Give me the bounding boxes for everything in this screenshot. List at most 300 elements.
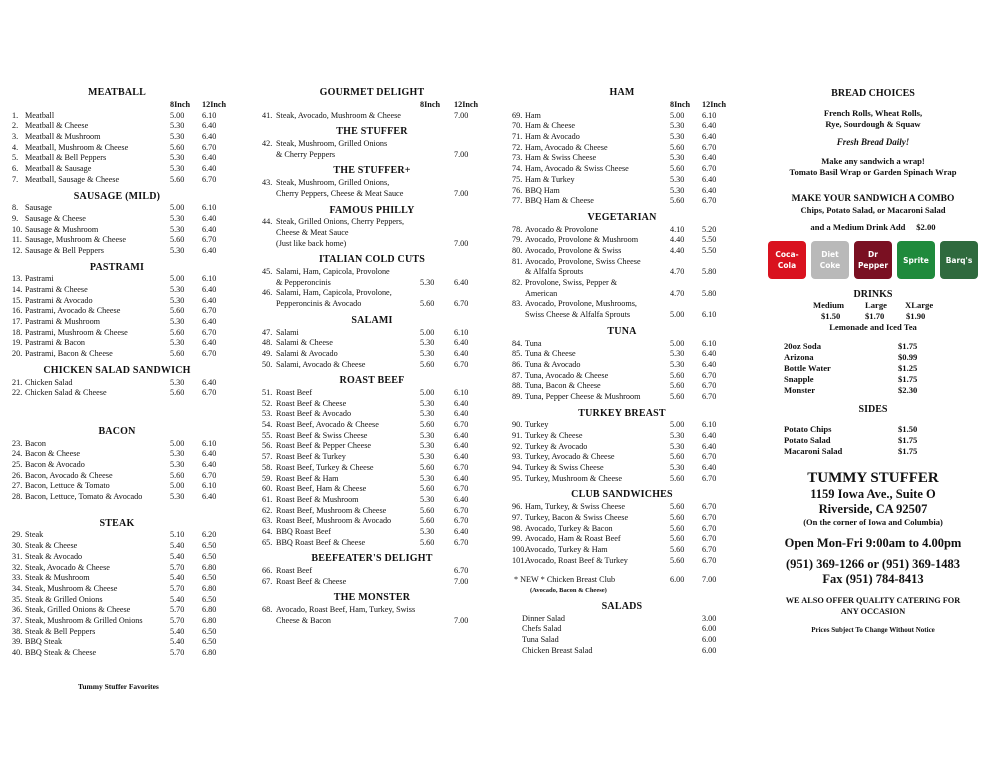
item-number: 40. (12, 648, 23, 658)
menu-item (12, 530, 222, 541)
menu-item (262, 338, 482, 349)
salad-name: Dinner Salad (522, 613, 565, 623)
price-8inch: 5.40 (170, 573, 185, 583)
price-12inch: 6.50 (202, 626, 217, 636)
drink-row-label: Snapple (784, 374, 814, 384)
item-number: 76. (512, 185, 523, 195)
price-12inch: 6.70 (702, 164, 717, 174)
item-number: 78. (512, 224, 523, 234)
item-name: Salami, Ham, Capicola, Provolone & Pepperoncinis (276, 267, 390, 287)
price-12inch: 6.40 (202, 132, 217, 142)
item-name: Avocado, Roast Beef & Turkey (525, 555, 628, 565)
price-8inch: 5.60 (170, 174, 185, 184)
salad-name: Chefs Salad (522, 624, 562, 634)
section-title: ROAST BEEF (339, 375, 405, 387)
item-name: Sausage (25, 203, 52, 213)
price-12inch: 6.10 (702, 420, 717, 430)
menu-item (262, 217, 482, 249)
item-name: Salami & Avocado (276, 348, 338, 358)
item-name: Turkey (525, 420, 549, 430)
price-8inch: 5.30 (420, 526, 435, 536)
price-12inch: 6.10 (202, 438, 217, 448)
price-12inch: 6.40 (202, 449, 217, 459)
price-12inch: 6.70 (702, 452, 717, 462)
item-number: 17. (12, 317, 23, 327)
salad-name: Tuna Salad (522, 635, 559, 645)
side-row (768, 424, 978, 435)
price-8inch: 5.60 (670, 523, 685, 533)
item-name: Roast Beef & Cheese (276, 576, 347, 586)
item-number: 59. (262, 473, 273, 483)
item-name: Meatball, Sausage & Cheese (25, 174, 120, 184)
price-8inch: 5.60 (670, 534, 685, 544)
item-name: Avocado, Provolone & Mushroom (525, 235, 639, 245)
price-12inch: 6.40 (202, 153, 217, 163)
menu-item (512, 502, 732, 513)
price-8inch: 5.60 (670, 512, 685, 522)
menu-item (262, 516, 482, 527)
price-8inch: 5.30 (170, 224, 185, 234)
item-number: 23. (12, 438, 23, 448)
price-12inch: 6.70 (454, 505, 469, 515)
price-8inch: 5.60 (420, 462, 435, 472)
price-12inch: 6.70 (454, 420, 469, 430)
price-8inch: 5.00 (670, 110, 685, 120)
item-name: Bacon, Lettuce, Tomato & Avocado (25, 492, 143, 502)
drink-row-price: $1.25 (898, 363, 918, 373)
menu-item (512, 339, 732, 350)
price-8inch: 5.60 (420, 505, 435, 515)
price-12inch: 6.80 (202, 648, 217, 658)
drink-row-label: 20oz Soda (784, 341, 822, 351)
item-number: 69. (512, 110, 523, 120)
fax: Fax (951) 784-8413 (822, 572, 924, 586)
item-name: Sausage & Bell Peppers (25, 245, 104, 255)
menu-item (262, 506, 482, 517)
menu-item (12, 306, 222, 317)
price-8inch: 5.30 (170, 285, 185, 295)
menu-item (262, 495, 482, 506)
price-8inch: 5.00 (670, 310, 685, 320)
soda-logo-icon: Diet Coke (811, 241, 849, 279)
price-8inch: 5.30 (420, 348, 435, 358)
menu-item (262, 566, 482, 577)
price-12inch: 6.70 (202, 388, 217, 398)
menu-item (512, 534, 732, 545)
price-8inch: 5.60 (170, 142, 185, 152)
price-12inch: 6.10 (454, 388, 469, 398)
price-8inch: 5.70 (170, 648, 185, 658)
menu-item (262, 527, 482, 538)
item-name: Meatball & Sausage (25, 164, 92, 174)
new-item-name: * NEW * Chicken Breast Club (514, 575, 616, 585)
price-12inch: 6.50 (202, 594, 217, 604)
menu-item (12, 235, 222, 246)
item-name: Steak, Avocado & Cheese (25, 562, 110, 572)
menu-item (512, 545, 732, 556)
price-8inch: 5.00 (670, 338, 685, 348)
side-row-label: Potato Salad (784, 435, 831, 445)
menu-item (262, 349, 482, 360)
price-8inch: 6.00 (670, 575, 685, 585)
menu-item (512, 225, 732, 236)
item-name: Steak, Grilled Onions, Cherry Peppers, Cheese & Meat Sauce (Just like back home) (276, 217, 405, 248)
menu-item (262, 388, 482, 399)
price-8inch: 5.60 (420, 420, 435, 430)
menu-column-3 (512, 88, 732, 656)
price-8inch: 5.00 (420, 388, 435, 398)
item-name: Salami (276, 327, 299, 337)
item-number: 57. (262, 452, 273, 462)
item-number: 41. (262, 110, 273, 120)
menu-item (12, 471, 222, 482)
item-name: Steak & Cheese (25, 541, 78, 551)
price-8inch: 5.00 (420, 327, 435, 337)
side-row-price: $1.50 (898, 424, 918, 434)
menu-item (12, 595, 222, 606)
price-12inch: 6.70 (202, 174, 217, 184)
item-name: Meatball, Mushroom & Cheese (25, 142, 129, 152)
item-number: 55. (262, 430, 273, 440)
price-12inch: 6.40 (202, 295, 217, 305)
item-number: 46. (262, 288, 273, 298)
item-number: 47. (262, 327, 273, 337)
item-name: Tuna & Avocado (525, 359, 581, 369)
salad-row (512, 614, 732, 625)
price-12inch: 6.40 (202, 285, 217, 295)
price-12inch: 6.70 (454, 484, 469, 494)
price-12inch: 6.70 (454, 566, 469, 576)
price-12inch: 6.70 (202, 349, 217, 359)
drink-row-price: $1.75 (898, 374, 918, 384)
menu-item (512, 371, 732, 382)
price-8inch: 5.30 (670, 349, 685, 359)
combo-line: and a Medium Drink Add $2.00 (810, 222, 936, 232)
menu-item (512, 556, 732, 567)
item-number: 12. (12, 245, 23, 255)
menu-item (12, 317, 222, 328)
menu-item (12, 648, 222, 659)
price-8inch: 5.30 (420, 452, 435, 462)
menu-item (12, 449, 222, 460)
price-8inch: 5.00 (170, 274, 185, 284)
soda-logo-icon: Barq's (940, 241, 978, 279)
item-name: BBQ Ham (525, 185, 560, 195)
price-12inch: 6.40 (454, 348, 469, 358)
price-12inch: 6.70 (202, 306, 217, 316)
sides-list (768, 424, 978, 457)
price-8inch: 5.30 (670, 431, 685, 441)
item-number: 70. (512, 121, 523, 131)
size-header (12, 99, 227, 111)
item-number: 6. (12, 164, 19, 174)
price-8inch: 5.60 (420, 516, 435, 526)
menu-item (12, 605, 222, 616)
item-number: 18. (12, 327, 23, 337)
sides-title: SIDES (858, 404, 888, 415)
price-12inch: 6.70 (202, 235, 217, 245)
menu-item (262, 409, 482, 420)
price-12inch: 5.50 (702, 245, 717, 255)
menu-item (12, 214, 222, 225)
wrap-line: Make any sandwich a wrap! (821, 156, 925, 166)
menu-item (262, 538, 482, 549)
item-number: 98. (512, 523, 523, 533)
menu-item (262, 360, 482, 371)
price-8inch: 5.60 (420, 537, 435, 547)
price-8inch: 5.30 (170, 213, 185, 223)
item-name: Steak, Mushroom, Grilled Onions & Cherry Peppers (276, 139, 388, 159)
price-8inch: 5.30 (170, 295, 185, 305)
catering-line: WE ALSO OFFER QUALITY CATERING FOR (785, 596, 961, 605)
drink-sizes: Medium Large XLarge (813, 300, 934, 310)
item-name: Turkey, Avocado & Cheese (525, 452, 615, 462)
price-12inch: 6.40 (202, 338, 217, 348)
price-8inch: 5.30 (420, 277, 435, 287)
item-number: 100. (512, 544, 527, 554)
price-12inch: 6.40 (202, 121, 217, 131)
price-8inch: 5.30 (170, 132, 185, 142)
price-12inch: 6.40 (454, 398, 469, 408)
item-number: 66. (262, 566, 273, 576)
item-name: Tuna, Pepper Cheese & Mushroom (525, 391, 641, 401)
price-8inch: 5.00 (670, 420, 685, 430)
menu-item (12, 328, 222, 339)
menu-item (262, 577, 482, 588)
price-12inch: 6.10 (702, 110, 717, 120)
item-number: 1. (12, 110, 19, 120)
price-8inch: 5.30 (170, 164, 185, 174)
item-number: 25. (12, 460, 23, 470)
menu-item (12, 132, 222, 143)
new-item-sub: (Avocado, Bacon & Cheese) (530, 587, 607, 594)
item-name: Pastrami (25, 274, 54, 284)
price-12inch: 6.40 (702, 463, 717, 473)
item-number: 50. (262, 359, 273, 369)
item-name: Avocado & Provolone (525, 224, 599, 234)
item-name: Turkey, Mushroom & Cheese (525, 473, 622, 483)
item-number: 87. (512, 370, 523, 380)
menu-item (12, 584, 222, 595)
price-12inch: 5.50 (702, 235, 717, 245)
menu-item (512, 196, 732, 207)
address-line: 1159 Iowa Ave., Suite O (810, 487, 936, 501)
item-number: 7. (12, 174, 19, 184)
price-12inch: 6.70 (702, 523, 717, 533)
price-12inch: 7.00 (454, 188, 469, 198)
item-name: Ham, Avocado & Cheese (525, 142, 608, 152)
section-title: ITALIAN COLD CUTS (318, 254, 425, 266)
drink-row (768, 374, 978, 385)
menu-item (262, 178, 482, 199)
item-name: Sausage & Cheese (25, 213, 86, 223)
menu-item (12, 616, 222, 627)
item-name: Meatball & Mushroom (25, 132, 101, 142)
menu-item (512, 513, 732, 524)
menu-item (262, 452, 482, 463)
menu-item (12, 573, 222, 584)
item-number: 49. (262, 348, 273, 358)
item-name: Turkey & Swiss Cheese (525, 463, 604, 473)
wrap-line: Tomato Basil Wrap or Garden Spinach Wrap (789, 167, 957, 177)
price-8inch: 5.30 (420, 494, 435, 504)
other-drinks (768, 341, 978, 396)
price-8inch: 5.30 (170, 153, 185, 163)
item-number: 35. (12, 594, 23, 604)
price-12inch: 6.10 (202, 203, 217, 213)
price-8inch: 5.70 (170, 615, 185, 625)
soda-logo-icon: Coca-Cola (768, 241, 806, 279)
price-8inch: 5.00 (170, 203, 185, 213)
section-title: CHICKEN SALAD SANDWICH (43, 364, 191, 376)
item-number: 80. (512, 245, 523, 255)
item-number: 8. (12, 203, 19, 213)
item-number: 60. (262, 484, 273, 494)
price-12inch: 6.40 (202, 492, 217, 502)
item-name: Roast Beef & Avocado (276, 409, 352, 419)
item-number: 99. (512, 534, 523, 544)
section-title: PASTRAMI (89, 261, 145, 273)
salad-price: 6.00 (702, 635, 717, 645)
item-number: 95. (512, 473, 523, 483)
menu-item (512, 153, 732, 164)
item-number: 72. (512, 142, 523, 152)
drink-row-price: $2.30 (898, 385, 918, 395)
menu-item (12, 111, 222, 122)
item-name: Salami, Ham, Capicola, Provolone, Pepperoncinis & Avocado (276, 288, 392, 309)
item-name: Steak & Avocado (25, 551, 83, 561)
size-label: 8Inch (170, 99, 191, 109)
price-12inch: 6.70 (702, 473, 717, 483)
side-row-label: Macaroni Salad (784, 446, 843, 456)
price-8inch: 5.60 (670, 381, 685, 391)
section-title: BEEFEATER'S DELIGHT (311, 553, 433, 565)
item-name: BBQ Roast Beef (276, 526, 332, 536)
side-row-price: $1.75 (898, 435, 918, 445)
size-label: 12Inch (702, 99, 727, 109)
menu-item (262, 139, 482, 160)
item-number: 11. (12, 235, 22, 245)
item-name: Ham & Avocado (525, 132, 580, 142)
price-12inch: 6.70 (202, 142, 217, 152)
price-8inch: 4.10 (670, 224, 685, 234)
price-12inch: 6.40 (702, 441, 717, 451)
price-8inch: 5.30 (670, 121, 685, 131)
price-12inch: 6.70 (454, 516, 469, 526)
item-number: 32. (12, 562, 23, 572)
drink-note: Lemonade and Iced Tea (829, 322, 917, 332)
item-number: 73. (512, 153, 523, 163)
menu-item (262, 441, 482, 452)
price-8inch: 5.60 (670, 555, 685, 565)
item-number: 30. (12, 541, 23, 551)
side-row (768, 446, 978, 457)
price-12inch: 6.70 (454, 537, 469, 547)
item-name: Ham & Cheese (525, 121, 576, 131)
price-12inch: 6.80 (202, 605, 217, 615)
side-row-price: $1.75 (898, 446, 918, 456)
menu-item (512, 121, 732, 132)
item-name: Steak, Mushroom & Cheese (25, 583, 118, 593)
drink-row-price: $1.75 (898, 341, 918, 351)
item-name: Roast Beef & Cheese (276, 398, 347, 408)
item-number: 84. (512, 338, 523, 348)
item-name: Steak, Mushroom & Grilled Onions (25, 615, 143, 625)
item-name: Pastrami & Bacon (25, 338, 86, 348)
item-number: 9. (12, 213, 19, 223)
price-12inch: 7.00 (454, 238, 469, 248)
price-8inch: 5.30 (170, 377, 185, 387)
menu-item (262, 111, 482, 122)
item-name: Avocado, Turkey & Bacon (525, 523, 613, 533)
price-12inch: 6.40 (702, 153, 717, 163)
section-title: SALADS (601, 601, 643, 612)
price-12inch: 5.80 (702, 267, 717, 277)
salad-row (512, 635, 732, 646)
item-name: Pastrami & Cheese (25, 285, 88, 295)
menu-item (512, 392, 732, 403)
price-12inch: 6.70 (454, 462, 469, 472)
price-8inch: 5.70 (170, 605, 185, 615)
section-title: TUNA (607, 325, 637, 337)
menu-item (12, 563, 222, 574)
price-12inch: 6.40 (454, 430, 469, 440)
item-name: Ham, Avocado & Swiss Cheese (525, 164, 629, 174)
soda-logos (768, 241, 978, 279)
price-12inch: 6.40 (702, 359, 717, 369)
item-name: Bacon & Cheese (25, 449, 81, 459)
price-8inch: 5.60 (420, 299, 435, 309)
item-name: Bacon (25, 438, 46, 448)
item-number: 85. (512, 349, 523, 359)
price-8inch: 5.60 (670, 370, 685, 380)
menu-item (12, 164, 222, 175)
menu-item (512, 360, 732, 371)
section-title: GOURMET DELIGHT (319, 87, 425, 98)
price-8inch: 5.30 (420, 473, 435, 483)
item-name: Salami & Cheese (276, 338, 333, 348)
price-notice: Prices Subject To Change Without Notice (811, 626, 935, 634)
menu-item (512, 349, 732, 360)
menu-column-1 (12, 87, 227, 659)
item-name: Steak & Bell Peppers (25, 626, 96, 636)
price-12inch: 6.10 (202, 110, 217, 120)
menu-item (12, 388, 222, 399)
item-name: Sausage & Mushroom (25, 224, 99, 234)
item-number: 67. (262, 576, 273, 586)
item-name: Provolone, Swiss, Pepper & American (525, 278, 618, 298)
side-row-label: Potato Chips (784, 424, 832, 434)
item-number: 13. (12, 274, 23, 284)
item-number: 26. (12, 470, 23, 480)
menu-column-2 (262, 88, 482, 627)
item-number: 58. (262, 462, 273, 472)
menu-item (512, 246, 732, 257)
item-number: 36. (12, 605, 23, 615)
price-8inch: 4.70 (670, 288, 685, 298)
price-12inch: 7.00 (454, 110, 469, 120)
price-8inch: 5.30 (420, 338, 435, 348)
menu-item (512, 299, 732, 320)
menu-item (262, 328, 482, 339)
price-8inch: 5.40 (170, 541, 185, 551)
item-name: Tuna, Avocado & Cheese (525, 370, 609, 380)
item-name: Roast Beef (276, 388, 313, 398)
item-name: Steak (25, 530, 44, 540)
item-name: Avocado, Roast Beef, Ham, Turkey, Swiss Cheese & Bacon (276, 605, 416, 625)
menu-item (512, 474, 732, 485)
price-8inch: 5.30 (420, 398, 435, 408)
